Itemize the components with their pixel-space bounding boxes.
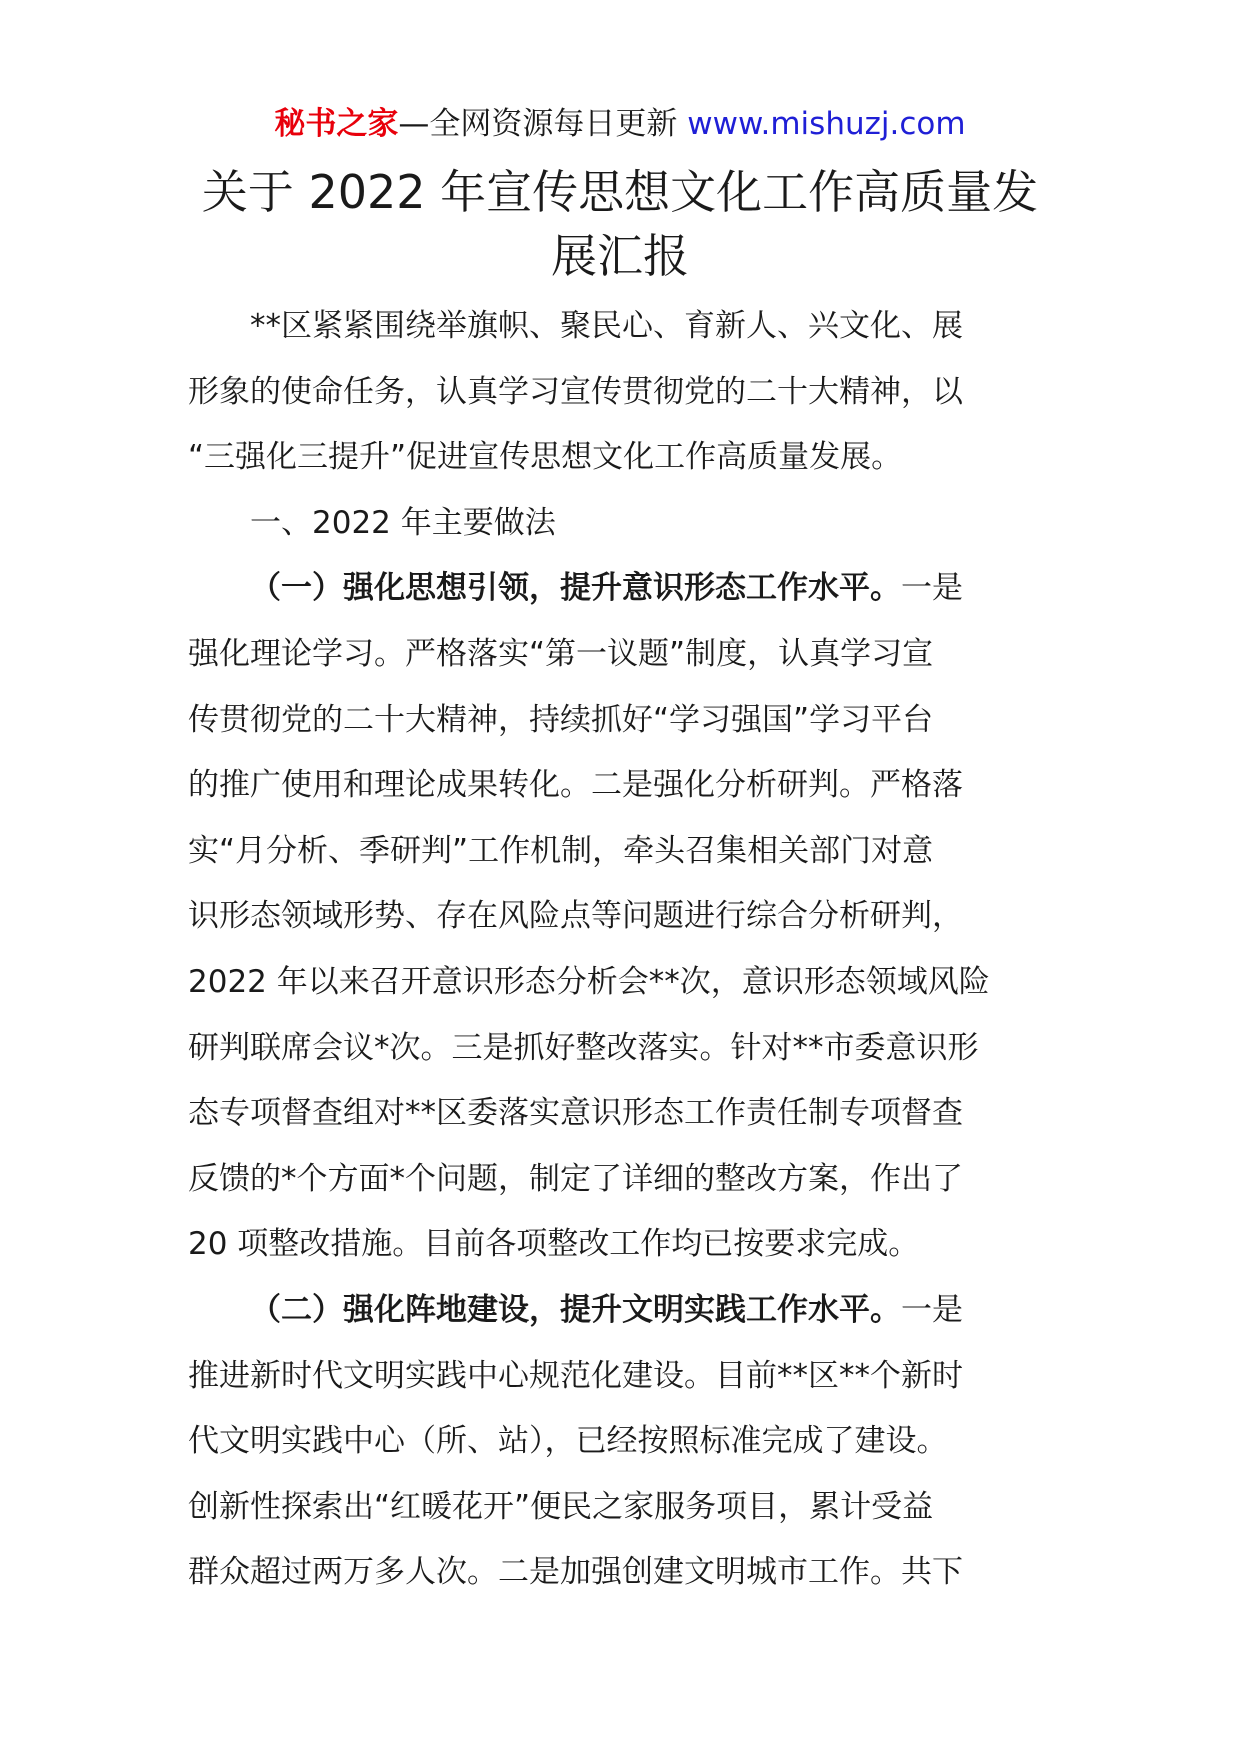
paragraph-2-line: 代文明实践中心（所、站），已经按照标准完成了建设。 <box>188 1423 948 1460</box>
paragraph-1-line: 2022 年以来召开意识形态分析会**次，意识形态领域风险 <box>188 963 990 1000</box>
site-banner <box>0 104 1240 144</box>
paragraph-1-line: 强化理论学习。严格落实“第一议题”制度，认真学习宣 <box>188 635 934 672</box>
paragraph-1-line: 传贯彻党的二十大精神，持续抓好“学习强国”学习平台 <box>188 701 934 738</box>
paragraph-1-line: 20 项整改措施。目前各项整改工作均已按要求完成。 <box>188 1226 920 1263</box>
subheading-2: （二）强化阵地建设，提升文明实践工作水平。 <box>250 1291 901 1328</box>
paragraph-1-line: 识形态领域形势、存在风险点等问题进行综合分析研判， <box>188 898 963 935</box>
paragraph-1-line: 研判联席会议*次。三是抓好整改落实。针对**市委意识形 <box>188 1029 979 1066</box>
paragraph-2-first-line <box>188 1278 1068 1344</box>
document-title <box>190 160 1050 288</box>
section-heading: 一、2022 年主要做法 <box>250 504 556 541</box>
title-line-2: 展汇报 <box>551 229 689 283</box>
paragraph-2-line: 推进新时代文明实践中心规范化建设。目前**区**个新时 <box>188 1357 963 1394</box>
title-line-1: 关于 2022 年宣传思想文化工作高质量发 <box>201 165 1039 219</box>
paragraph-2-line: 创新性探索出“红暖花开”便民之家服务项目，累计受益 <box>188 1488 934 1525</box>
paragraph-2-line: 群众超过两万多人次。二是加强创建文明城市工作。共下 <box>188 1554 963 1591</box>
paragraph-1-first-line <box>188 556 1068 622</box>
paragraph-1-line: 实“月分析、季研判”工作机制，牵头召集相关部门对意 <box>188 832 934 869</box>
paragraph-2-lead: 一是 <box>901 1291 963 1328</box>
paragraph-1-lead: 一是 <box>901 570 963 607</box>
document-body <box>188 294 1068 1606</box>
banner-tagline: —全网资源每日更新 <box>398 106 688 142</box>
intro-line: “三强化三提升”促进宣传思想文化工作高质量发展。 <box>188 439 903 476</box>
intro-line: 形象的使命任务，认真学习宣传贯彻党的二十大精神，以 <box>188 373 963 410</box>
paragraph-1-line: 反馈的*个方面*个问题，制定了详细的整改方案，作出了 <box>188 1160 963 1197</box>
paragraph-1-line: 态专项督查组对**区委落实意识形态工作责任制专项督查 <box>188 1095 963 1132</box>
brand-name: 秘书之家 <box>274 106 399 142</box>
subheading-1: （一）强化思想引领，提升意识形态工作水平。 <box>250 570 901 607</box>
intro-line: **区紧紧围绕举旗帜、聚民心、育新人、兴文化、展 <box>250 308 963 344</box>
paragraph-1-line: 的推广使用和理论成果转化。二是强化分析研判。严格落 <box>188 767 963 804</box>
site-url-link[interactable]: www.mishuzj.com <box>687 106 966 142</box>
